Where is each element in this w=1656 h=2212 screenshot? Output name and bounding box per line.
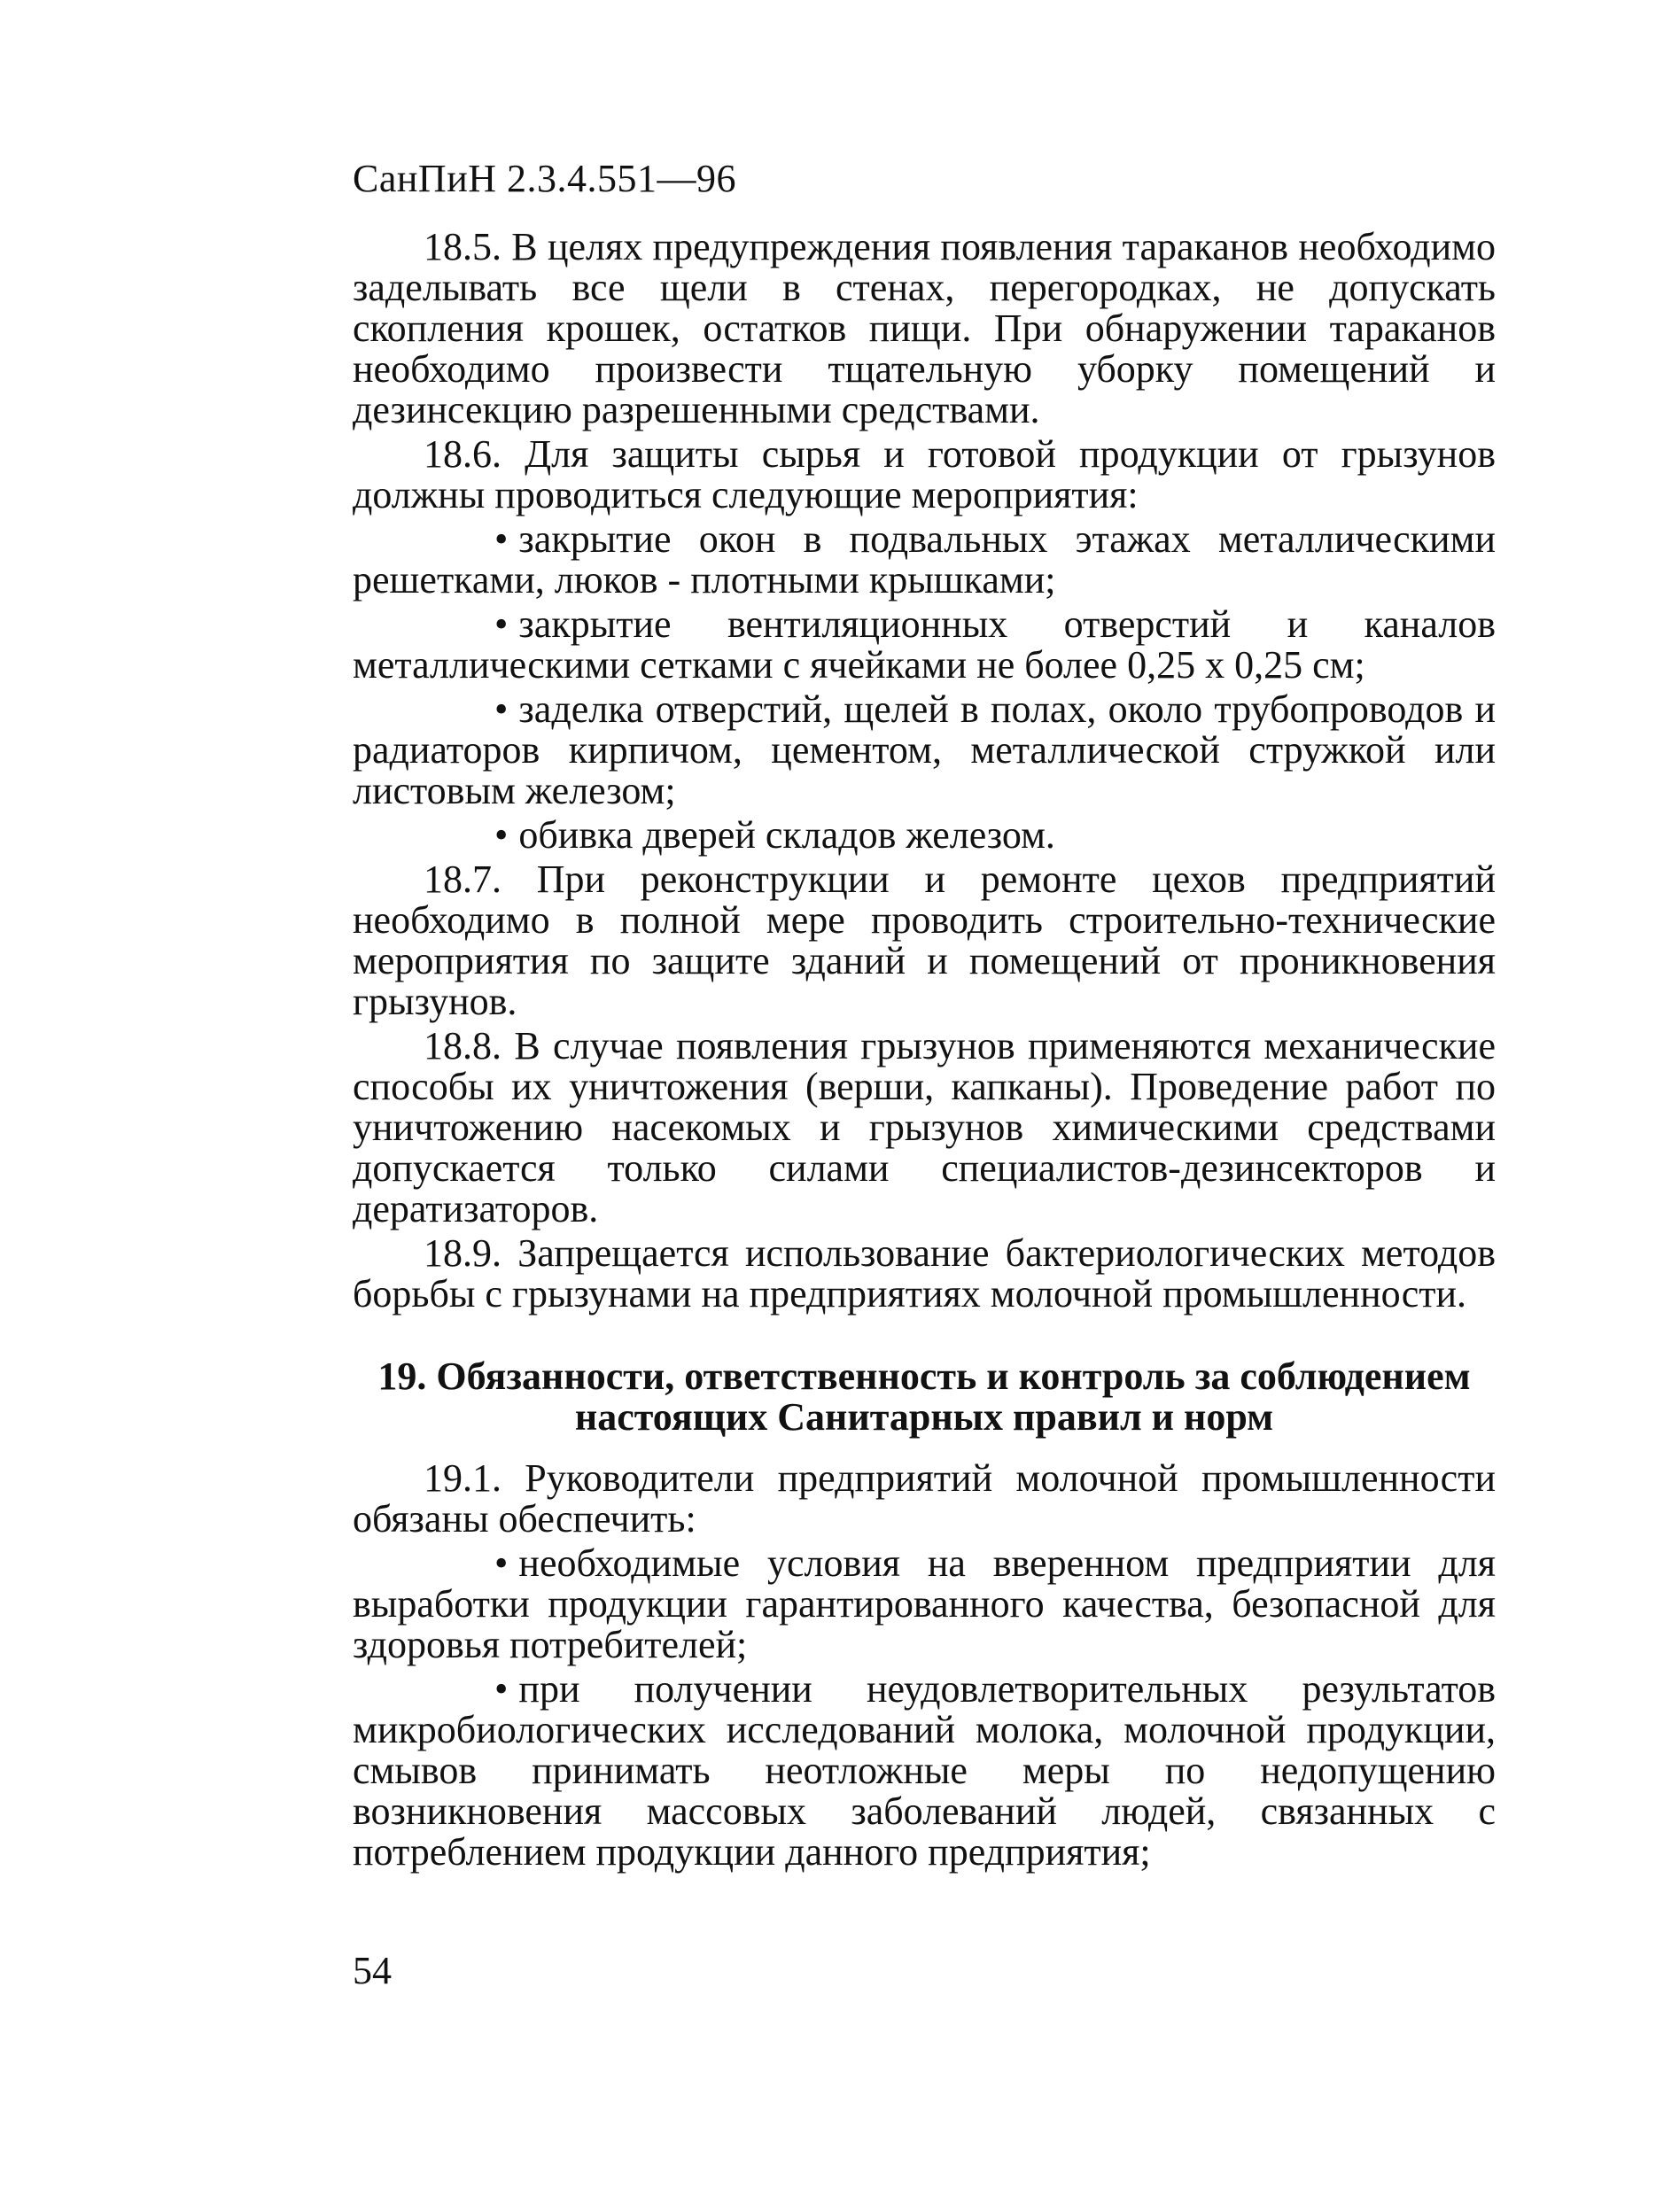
list-item	[353, 815, 1496, 856]
page-number: 54	[353, 1949, 392, 1992]
bullet-icon: •	[494, 1667, 509, 1711]
bullet-icon: •	[494, 602, 509, 646]
list-item-text: закрытие вентиляционных отверстий и каналов металлическими сетками с ячейками не более 0,25 х 0,25 см;	[353, 602, 1496, 687]
paragraph-19-1: 19.1. Руководители предприятий молочной промышленности обязаны обеспечить:	[353, 1456, 1496, 1541]
bullet-icon: •	[494, 813, 509, 857]
bullet-icon: •	[494, 1541, 509, 1585]
paragraph-18-6: 18.6. Для защиты сырья и готовой продукции от грызунов должны проводиться следующие мероприятия:	[353, 432, 1496, 516]
list-item	[353, 689, 1496, 811]
list-item-text: при получении неудовлетворительных результатов микробиологических исследований молока, молочной продукции, смывов принимать неотложные меры по недопущению возникновения массовых заболеваний людей, связанных с потреблением продукции данного предприятия;	[353, 1667, 1496, 1874]
list-item	[353, 1543, 1496, 1665]
paragraph-18-5: 18.5. В целях предупреждения появления тараканов необходимо заделывать все щели в стенах, перегородках, не допускать скопления крошек, остатков пищи. При обнаружении тараканов необходимо произвести тщательную уборку помещений и дезинсекцию разрешенными средствами.	[353, 225, 1496, 431]
list-item-text: обивка дверей складов железом.	[518, 813, 1055, 857]
list-item-text: закрытие окон в подвальных этажах металлическими решетками, люков - плотными крышками;	[353, 517, 1496, 602]
paragraph-18-7: 18.7. При реконструкции и ремонте цехов предприятий необходимо в полной мере проводить строительно-технические мероприятия по защите зданий и помещений от проникновения грызунов.	[353, 858, 1496, 1023]
list-item-text: заделка отверстий, щелей в полах, около трубопроводов и радиаторов кирпичом, цементом, металлической стружкой или листовым железом;	[353, 687, 1496, 812]
paragraph-18-8: 18.8. В случае появления грызунов применяются механические способы их уничтожения (верши, капканы). Проведение работ по уничтожению насекомых и грызунов химическими средствами допускается только силами специалистов-дезинсекторов и дератизаторов.	[353, 1024, 1496, 1230]
section-19-body	[353, 1458, 1496, 1876]
document-code-header: СанПиН 2.3.4.551—96	[353, 157, 737, 200]
bullet-icon: •	[494, 517, 509, 561]
section-18-body	[353, 227, 1496, 1318]
list-item	[353, 519, 1496, 601]
section-19-heading-line-2: настоящих Санитарных правил и норм	[574, 1395, 1274, 1439]
paragraph-18-9: 18.9. Запрещается использование бактериологических методов борьбы с грызунами на предприятиях молочной промышленности.	[353, 1231, 1496, 1316]
list-item	[353, 604, 1496, 686]
list-item	[353, 1669, 1496, 1873]
section-19-heading-line-1: 19. Обязанности, ответственность и контроль за соблюдением	[377, 1354, 1471, 1398]
list-item-text: необходимые условия на вверенном предприятии для выработки продукции гарантированного качества, безопасной для здоровья потребителей;	[353, 1541, 1496, 1666]
section-19-heading	[353, 1356, 1496, 1438]
bullet-icon: •	[494, 687, 509, 731]
